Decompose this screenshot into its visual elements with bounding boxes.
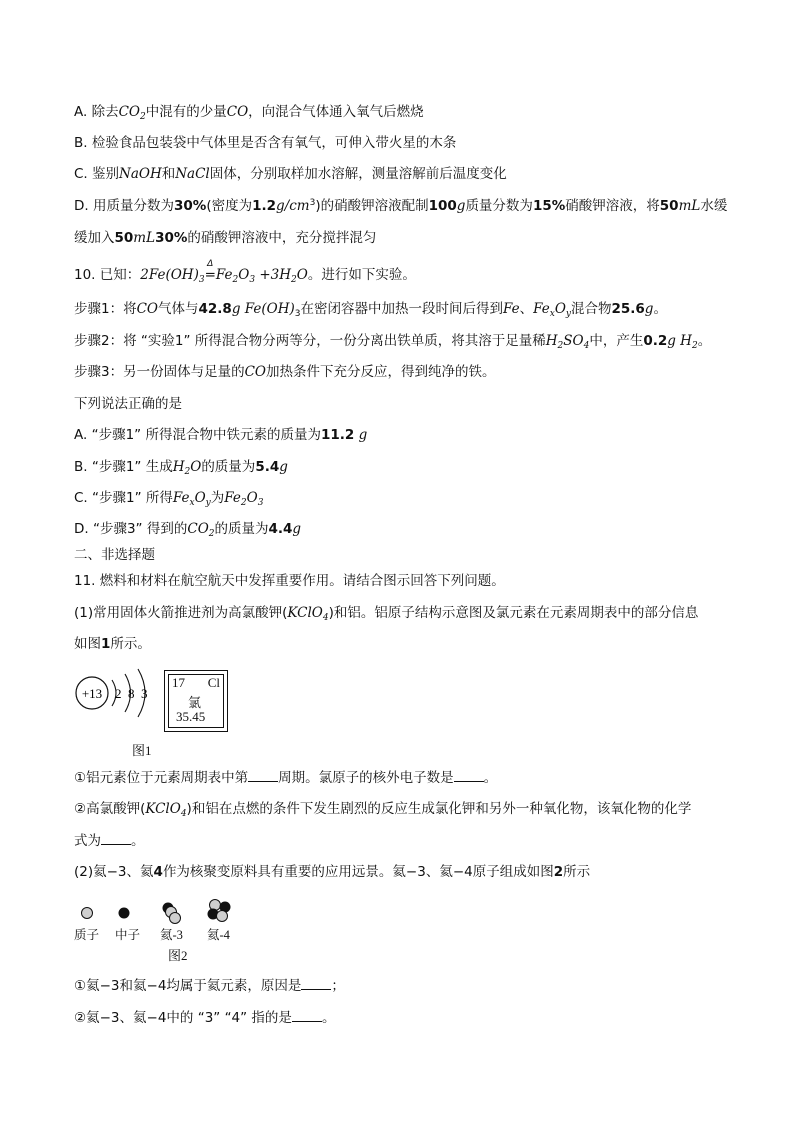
q10-option-d: D. “步骤3” 得到的$CO_2$的质量为4.4g [74, 521, 302, 539]
q11-part1-line1: (1)常用固体火箭推进剂为高氯酸钾(KClO$_4$)和铝。铝原子结构示意图及氯元素在元素周期表中的部分信息 [74, 605, 699, 623]
legend-proton: 质子 [74, 928, 100, 942]
answer-blank[interactable] [292, 1008, 322, 1022]
helium-isotopes-diagram [74, 898, 254, 928]
legend-helium-4: 氦-4 [207, 928, 230, 942]
legend-neutron: 中子 [115, 928, 141, 942]
q9-option-c: C. 鉴别NaOH和NaCl固体，分别取样加水溶解，测量溶解前后温度变化 [74, 166, 507, 182]
section-heading: 二、非选择题 [74, 547, 155, 563]
q11-question-2b: ②氦−3、氦−4中的 “3” “4” 指的是 。 [74, 1010, 336, 1026]
q9-option-d-line1: D. 用质量分数为30%(密度为$1.2g/cm^3$)的硝酸钾溶液配制100g质量分数为15%硝酸钾溶液，将50mL水缓 [74, 198, 728, 214]
helium-4-icon [208, 900, 231, 922]
q9-option-a: A. 除去$CO_2$中混有的少量CO，向混合气体通入氧气后燃烧 [74, 104, 424, 122]
q10-option-a: A. “步骤1” 所得混合物中铁元素的质量为11.2 g [74, 427, 368, 443]
q9-option-b: B. 检验食品包装袋中气体里是否含有氧气，可伸入带火星的木条 [74, 135, 457, 151]
q9-option-d-line2: 缓加入50mL30%的硝酸钾溶液中，充分搅拌混匀 [74, 230, 377, 246]
q10-step1: 步骤1：将CO气体与42.8g $Fe(OH)_3$在密闭容器中加热一段时间后得到Fe、$Fe_xO_y$混合物25.6g。 [74, 301, 667, 319]
answer-blank[interactable] [301, 976, 331, 990]
q11-question-2a: ①氦−3和氦−4均属于氦元素，原因是 ； [74, 978, 345, 994]
neutron-icon [119, 908, 130, 919]
element-name: 氯 [188, 695, 202, 710]
figure-1-caption: 图1 [132, 743, 152, 758]
shell-electrons-1: 2 [115, 686, 122, 701]
q11-stem: 11. 燃料和材料在航空航天中发挥重要作用。请结合图示回答下列问题。 [74, 573, 505, 589]
nucleus-charge: +13 [81, 686, 103, 701]
figure-2-caption: 图2 [168, 948, 188, 963]
answer-blank[interactable] [454, 768, 484, 782]
element-symbol: Cl [207, 675, 220, 690]
answer-blank[interactable] [101, 831, 131, 845]
q10-ask: 下列说法正确的是 [74, 396, 182, 412]
shell-electrons-2: 8 [128, 686, 135, 701]
legend-helium-3: 氦-3 [160, 928, 183, 942]
q10-step2: 步骤2：将 “实验1” 所得混合物分两等分，一份分离出铁单质，将其溶于足量稀$H_2SO_4$中，产生0.2g $H_2$。 [74, 333, 712, 351]
atomic-mass: 35.45 [176, 709, 206, 724]
shell-electrons-3: 3 [141, 686, 148, 701]
q10-stem: 10. 已知：$2Fe(OH)_3$ Δ $=Fe_2O_3 +3H_2O$。进行如下实验。 [74, 259, 416, 285]
q10-option-b: B. “步骤1” 生成$H_2O$的质量为5.4g [74, 459, 288, 477]
q11-part1-line2: 如图1所示。 [74, 636, 151, 652]
q11-question-1b-line2: 式为 。 [74, 833, 145, 849]
q11-question-1b-line1: ②高氯酸钾(KClO$_4$)和铝在点燃的条件下发生剧烈的反应生成氯化钾和另外一种氧化物，该氧化物的化学 [74, 801, 692, 819]
q11-question-1a: ①铝元素位于元素周期表中第 周期。氯原子的核外电子数是 。 [74, 770, 498, 786]
q11-part2: (2)氦−3、氦4作为核聚变原料具有重要的应用远景。氦−3、氦−4原子组成如图2所示 [74, 864, 591, 880]
q10-step3: 步骤3：另一份固体与足量的CO加热条件下充分反应，得到纯净的铁。 [74, 364, 496, 380]
helium-3-icon [163, 903, 181, 924]
q10-option-c: C. “步骤1” 所得$Fe_xO_y$为$Fe_2O_3$ [74, 490, 264, 508]
proton-icon [82, 908, 93, 919]
periodic-table-cell [164, 670, 228, 732]
atomic-number: 17 [172, 675, 185, 690]
answer-blank[interactable] [248, 768, 278, 782]
